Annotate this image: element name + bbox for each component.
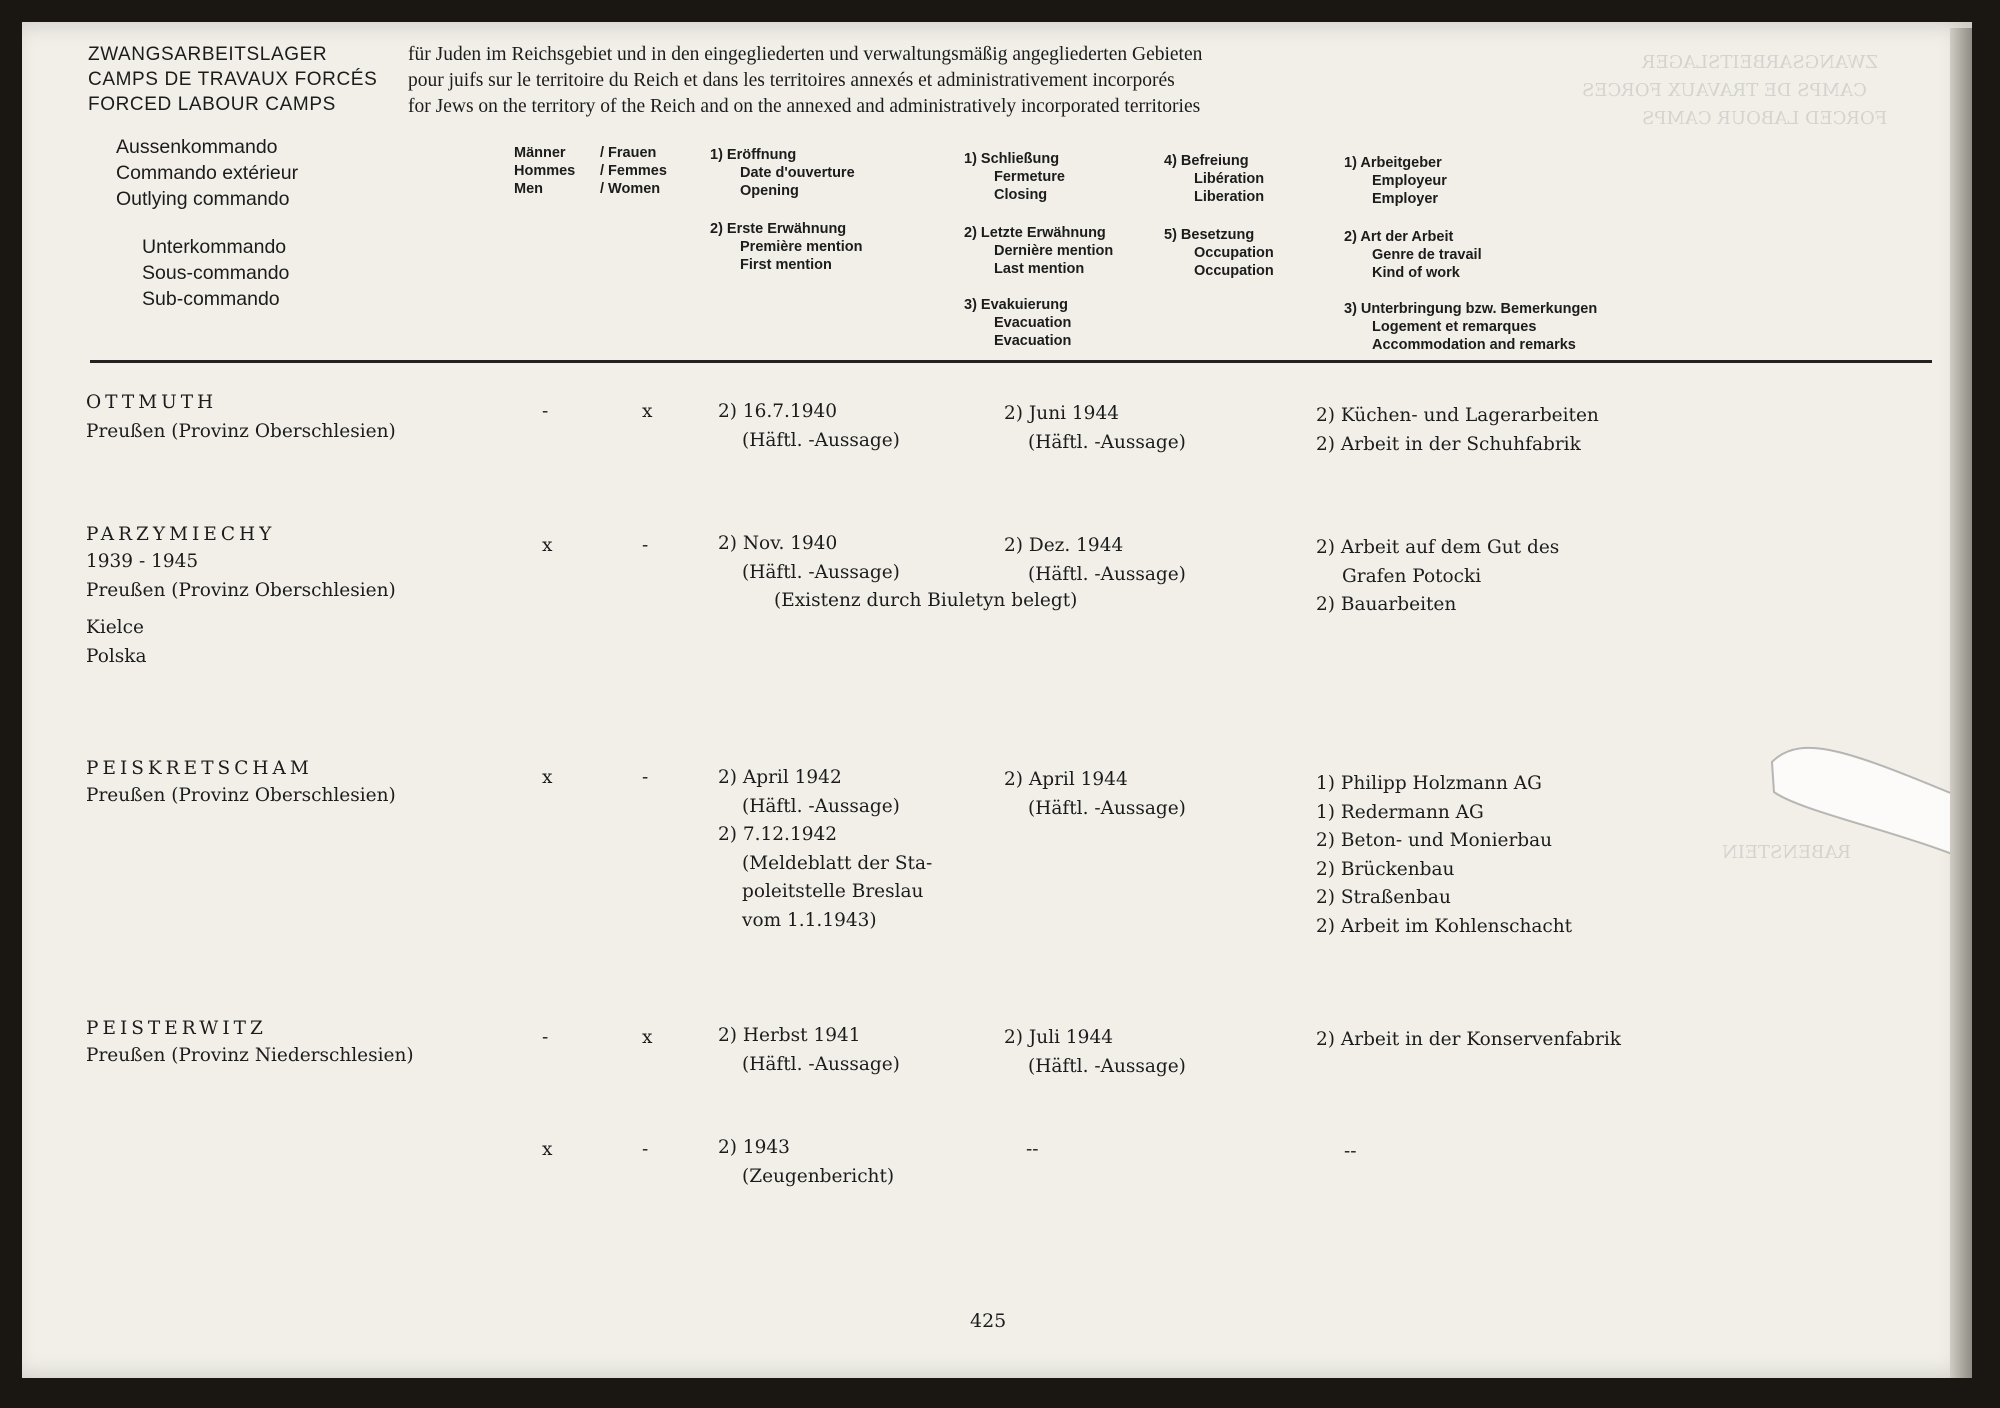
closing-line: 2) April 1944 [1004, 769, 1128, 790]
camp-type-de: ZWANGSARBEITSLAGER [88, 44, 328, 65]
closing-line: (Häftl. -Aussage) [1028, 797, 1186, 819]
opening-line: vom 1.1.1943) [742, 909, 877, 931]
legend-evacuation-de: 3) Evakuierung [964, 297, 1068, 313]
closing-info: -- [1026, 1139, 1039, 1160]
camp-details-region [86, 614, 147, 671]
opening-line: (Häftl. -Aussage) [742, 561, 900, 583]
opening-line: (Zeugenbericht) [742, 1165, 895, 1187]
legend-occupation-de: 5) Besetzung [1164, 227, 1255, 243]
work-line: 2) Bauarbeiten [1316, 594, 1457, 615]
legend-evacuation-fr: Evacuation [994, 315, 1072, 331]
camp-detail-line: 1939 - 1945 [86, 551, 199, 572]
document-page [22, 22, 1972, 1378]
legend-last-mention [964, 224, 1113, 278]
work-line: 2) Arbeit in der Konservenfabrik [1316, 1029, 1621, 1050]
closing-info [1004, 400, 1186, 457]
bleed-through: RABENSTEIN [1722, 842, 1852, 863]
bleed-through: CAMPS DE TRAVAUX FORCES [1582, 80, 1867, 101]
opening-info [718, 398, 900, 455]
camp-description [408, 42, 1202, 120]
men-mark: x [542, 535, 553, 556]
legend-opening-fr: Date d'ouverture [740, 165, 855, 181]
legend-women-en: / Women [600, 181, 661, 197]
opening-line: 2) 7.12.1942 [718, 824, 838, 845]
legend-last-mention-en: Last mention [994, 261, 1085, 277]
camp-detail-line: Preußen (Provinz Oberschlesien) [86, 785, 396, 806]
legend-closing-de: 1) Schließung [964, 151, 1060, 167]
legend-closing [964, 150, 1065, 204]
legend-employer-en: Employer [1372, 191, 1439, 207]
sub-commando-heading [142, 234, 289, 312]
closing-line: 2) Juli 1944 [1004, 1027, 1113, 1048]
outlying-de: Aussenkommando [116, 136, 278, 158]
work-info [1316, 770, 1572, 941]
legend-first-mention-en: First mention [740, 257, 832, 273]
description-fr: pour juifs sur le territoire du Reich et dans les territoires annexés et administrativement incorporés [408, 70, 1175, 91]
women-mark: x [642, 401, 653, 422]
opening-line: poleitstelle Breslau [742, 881, 924, 902]
work-info: -- [1344, 1141, 1357, 1162]
legend-first-mention-fr: Première mention [740, 239, 863, 255]
bleed-through: FORCED LABOUR CAMPS [1642, 108, 1888, 129]
men-mark: - [542, 401, 549, 422]
legend-kind-of-work [1344, 228, 1482, 282]
camp-details [86, 548, 396, 605]
legend-kind-of-work-en: Kind of work [1372, 265, 1460, 281]
women-mark: x [642, 1027, 653, 1048]
opening-line: 2) Nov. 1940 [718, 533, 838, 554]
legend-evacuation [964, 296, 1071, 350]
legend-men-en: Men [514, 181, 543, 197]
description-en: for Jews on the territory of the Reich and on the annexed and administratively incorporated territories [408, 96, 1201, 117]
work-line: 1) Redermann AG [1316, 801, 1484, 823]
legend-closing-fr: Fermeture [994, 169, 1065, 185]
camp-name: PEISKRETSCHAM [86, 758, 313, 779]
work-line: 1) Philipp Holzmann AG [1316, 773, 1542, 794]
description-de: für Juden im Reichsgebiet und in den eingegliederten und verwaltungsmäßig angegliederten Gebieten [408, 44, 1203, 65]
legend-men-fr: Hommes [514, 163, 576, 179]
opening-line: 2) April 1942 [718, 767, 842, 788]
legend-liberation-fr: Libération [1194, 171, 1265, 187]
opening-line: (Häftl. -Aussage) [742, 1053, 900, 1075]
outlying-fr: Commando extérieur [116, 162, 299, 184]
bleed-through: ZWANGSARBEITSLAGER [1642, 52, 1878, 73]
work-line: 2) Brückenbau [1316, 858, 1455, 880]
work-line: 2) Arbeit auf dem Gut des [1316, 537, 1560, 558]
page-number: 425 [970, 1310, 1007, 1332]
work-info [1316, 534, 1559, 620]
opening-line: 2) Herbst 1941 [718, 1025, 861, 1046]
legend-kind-of-work-fr: Genre de travail [1372, 247, 1482, 263]
legend-occupation [1164, 226, 1274, 280]
legend-occupation-en: Occupation [1194, 263, 1274, 279]
legend-opening-en: Opening [740, 183, 799, 199]
closing-line: (Häftl. -Aussage) [1028, 431, 1186, 453]
sub-de: Unterkommando [142, 236, 287, 258]
legend-accommodation-de: 3) Unterbringung bzw. Bemerkungen [1344, 301, 1598, 317]
closing-line: (Häftl. -Aussage) [1028, 1055, 1186, 1077]
opening-info [718, 764, 932, 935]
work-line: 2) Straßenbau [1316, 887, 1451, 908]
outlying-commando-heading [116, 134, 298, 212]
camp-details [86, 1042, 414, 1071]
book-edge [1950, 28, 1972, 1378]
camp-type-en: FORCED LABOUR CAMPS [88, 94, 336, 115]
legend-liberation-en: Liberation [1194, 189, 1265, 205]
women-mark: - [642, 767, 649, 788]
work-line: 2) Beton- und Monierbau [1316, 830, 1553, 851]
legend-women-de: / Frauen [600, 145, 657, 161]
legend-accommodation [1344, 300, 1597, 354]
men-mark: x [542, 767, 553, 788]
closing-line: 2) Dez. 1944 [1004, 535, 1124, 556]
legend-employer-de: 1) Arbeitgeber [1344, 155, 1442, 171]
work-line: 2) Arbeit im Kohlenschacht [1316, 915, 1573, 937]
legend-opening-de: 1) Eröffnung [710, 147, 797, 163]
legend-evacuation-en: Evacuation [994, 333, 1072, 349]
legend-women-fr: / Femmes [600, 163, 667, 179]
legend-last-mention-fr: Dernière mention [994, 243, 1114, 259]
opening-line: (Meldeblatt der Sta- [742, 852, 933, 874]
camp-detail-line: Polska [86, 645, 147, 667]
closing-line: (Häftl. -Aussage) [1028, 563, 1186, 585]
men-mark: - [542, 1027, 549, 1048]
camp-type-heading [88, 42, 377, 117]
legend-last-mention-de: 2) Letzte Erwähnung [964, 225, 1106, 241]
closing-info [1004, 766, 1186, 823]
opening-note: (Existenz durch Biuletyn belegt) [774, 590, 1078, 611]
legend-liberation-de: 4) Befreiung [1164, 153, 1249, 169]
legend-men-de: Männer [514, 145, 566, 161]
work-line: Grafen Potocki [1342, 565, 1482, 587]
camp-name: OTTMUTH [86, 392, 218, 413]
legend-gender-women [600, 144, 667, 198]
legend-accommodation-fr: Logement et remarques [1372, 319, 1537, 335]
closing-info [1004, 1024, 1186, 1081]
camp-detail-line: Preußen (Provinz Niederschlesien) [86, 1045, 414, 1066]
legend-first-mention [710, 220, 863, 274]
legend-accommodation-en: Accommodation and remarks [1372, 337, 1576, 353]
opening-info [718, 1022, 900, 1079]
opening-line: (Häftl. -Aussage) [742, 429, 900, 451]
work-line: 2) Arbeit in der Schuhfabrik [1316, 433, 1581, 455]
legend-closing-en: Closing [994, 187, 1048, 203]
opening-info [718, 1134, 894, 1191]
legend-opening [710, 146, 855, 200]
glare-artifact [1762, 712, 1972, 872]
legend-employer-fr: Employeur [1372, 173, 1447, 189]
men-mark: x [542, 1139, 553, 1160]
legend-liberation [1164, 152, 1264, 206]
camp-details [86, 782, 396, 811]
outlying-en: Outlying commando [116, 188, 290, 210]
legend-kind-of-work-de: 2) Art der Arbeit [1344, 229, 1454, 245]
camp-detail-line: Kielce [86, 617, 144, 638]
header-divider [90, 360, 1932, 363]
legend-employer [1344, 154, 1447, 208]
camp-detail-line: Preußen (Provinz Oberschlesien) [86, 421, 396, 442]
sub-en: Sub-commando [142, 288, 280, 310]
closing-info [1004, 532, 1186, 589]
legend-occupation-fr: Occupation [1194, 245, 1274, 261]
sub-fr: Sous-commando [142, 262, 290, 284]
opening-line: 2) 16.7.1940 [718, 401, 838, 422]
women-mark: - [642, 535, 649, 556]
work-line: 2) Küchen- und Lagerarbeiten [1316, 405, 1599, 426]
work-info [1316, 402, 1599, 459]
camp-detail-line: Preußen (Provinz Oberschlesien) [86, 579, 396, 601]
legend-first-mention-de: 2) Erste Erwähnung [710, 221, 847, 237]
legend-gender-men [514, 144, 575, 198]
opening-line: (Häftl. -Aussage) [742, 795, 900, 817]
opening-line: 2) 1943 [718, 1137, 790, 1158]
camp-name: PEISTERWITZ [86, 1018, 267, 1039]
camp-type-fr: CAMPS DE TRAVAUX FORCÉS [88, 69, 378, 90]
women-mark: - [642, 1139, 649, 1160]
camp-name: PARZYMIECHY [86, 524, 276, 545]
camp-details [86, 418, 396, 447]
work-info [1316, 1026, 1621, 1055]
closing-line: 2) Juni 1944 [1004, 403, 1119, 424]
